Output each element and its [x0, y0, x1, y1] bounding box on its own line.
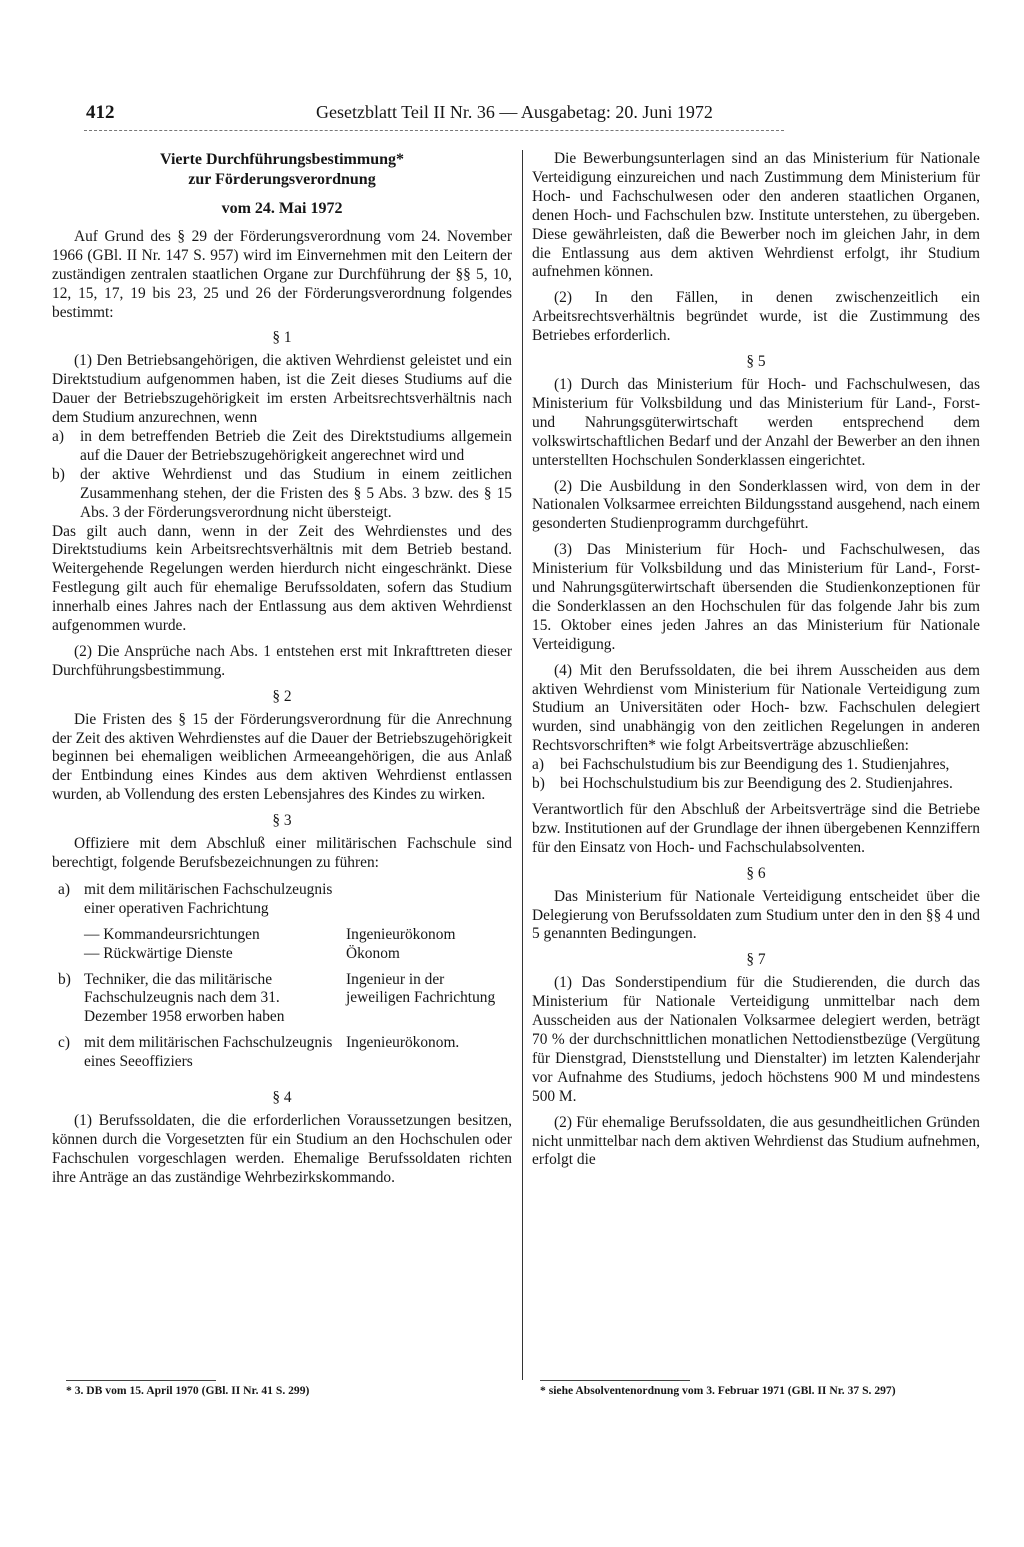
row-label: c): [58, 1034, 70, 1052]
document-date: vom 24. Mai 1972: [221, 200, 343, 217]
row-label: b): [58, 970, 71, 988]
section-4-para-2: (2) In den Fällen, in denen zwischenzeitlich ein Arbeitsrechtsverhältnis begründet wurde, ist die Zustimmung des Betriebes erforderlich.: [532, 289, 980, 345]
section-4-heading: § 4: [272, 1089, 292, 1107]
section-7-heading: § 7: [746, 951, 766, 969]
degree-row-a: [52, 881, 512, 926]
section-6-text: Das Ministerium für Nationale Verteidigung entscheidet über die Delegierung von Berufssoldaten zum Studium unter den in den §§ 4 und 5 genannten Bedingungen.: [532, 887, 980, 943]
row-title: [346, 881, 512, 926]
item-label: b): [532, 775, 545, 793]
row-title: Ingenieurökonom: [346, 925, 456, 943]
document-title: Vierte Durchführungsbestimmung*: [159, 151, 404, 168]
header-divider: [84, 130, 784, 131]
item-text: bei Hochschulstudium bis zur Beendigung des 2. Studienjahres.: [560, 775, 953, 793]
section-5-para-4-closing: Verantwortlich für den Abschluß der Arbeitsverträge sind die Betriebe bzw. Institutionen auf der Grundlage der ihnen übergebenen Kennziffern für den Einsatz von Hoch- und Fachschulabsolventen.: [532, 801, 980, 856]
section-5-para-1: (1) Durch das Ministerium für Hoch- und Fachschulwesen, das Ministerium für Volksbildung und das Ministerium für Land-, Forst- und Nahrungsgüterwirtschaft werden entsprechend dem volkswirtschaftlichen Bedarf und der Anzahl der Bewerber an den ihnen unterstellten Hochschulen Sonderklassen eingerichtet.: [532, 375, 980, 469]
section-2-heading: § 2: [272, 687, 292, 705]
degree-row-a-sub-2: [52, 945, 512, 971]
left-column: [52, 150, 512, 1188]
degree-table: [52, 881, 512, 1079]
row-label: a): [58, 880, 70, 898]
section-3-intro: Offiziere mit dem Abschluß einer militärischen Fachschule sind berechtigt, folgende Berufsbezeichnungen zu führen:: [52, 835, 512, 871]
item-text: der aktive Wehrdienst und das Studium in einem zeitlichen Zusammenhang stehen, der die Fristen des § 5 Abs. 3 bzw. des § 15 Abs. 3 der Förderungsverordnung nicht übersteigt.: [80, 465, 512, 521]
section-5-para-3: (3) Das Ministerium für Hoch- und Fachschulwesen, das Ministerium für Volksbildung und das Ministerium für Land-, Forst- und Nahrungsgüterwirtschaft übersenden die Studienkonzeptionen für die Sonderklassen an den Hochschulen für das folgende Jahr bis zum 15. Oktober eines jeden Jahres an das Ministerium für Nationale Verteidigung.: [532, 541, 980, 653]
column-divider: [522, 150, 523, 1380]
section-1-item-a: [52, 428, 512, 466]
section-7-para-1: (1) Das Sonderstipendium für die Studierenden, die durch das Ministerium für Nationale Verteidigung unmittelbar nach dem Ausscheiden aus der Nationalen Volksarmee delegiert werden, beträgt 70 % der durchschnittlichen monatlichen Nettodienstbezüge (Vergütung für Dienstgrad, Dienststellung und Dienstalter) im letzten Kalenderjahr vor Aufnahme des Studiums, jedoch höchstens 900 M und mindestens 500 M.: [532, 974, 980, 1105]
degree-row-b: [52, 971, 512, 1035]
section-5-item-a: [532, 756, 980, 775]
section-1-para-1-closing: Das gilt auch dann, wenn in der Zeit des Wehrdienstes und des Direktstudiums kein Arbeitsrechtsverhältnis mit dem Betrieb bestand. Weitergehende Regelungen werden hierdurch nicht eingeschränkt. Diese Festlegung gilt auch für ehemalige Berufssoldaten, sofern das Studium innerhalb eines Jahres nach der Entlassung aus dem aktiven Wehrdienst aufgenommen wurde.: [52, 522, 512, 635]
row-title: Ingenieur in der jeweiligen Fachrichtung: [346, 970, 496, 1007]
degree-row-c: [52, 1034, 512, 1079]
section-7-para-2: (2) Für ehemalige Berufssoldaten, die aus gesundheitlichen Gründen nicht unmittelbar nach dem aktiven Wehrdienst das Studium aufnehmen, erfolgt die: [532, 1113, 980, 1169]
section-5-heading: § 5: [746, 353, 766, 371]
row-description: Techniker, die das militärische Fachschulzeugnis nach dem 31. Dezember 1958 erworben haben: [84, 970, 285, 1026]
row-description: — Rückwärtige Dienste: [84, 944, 233, 962]
document-subtitle: zur Förderungsverordnung: [188, 171, 376, 188]
footnote-rule-left: [66, 1380, 216, 1381]
row-title: Ökonom: [346, 944, 400, 962]
section-5-para-2: (2) Die Ausbildung in den Sonderklassen wird, von dem in der Nationalen Volksarmee erreichten Bildungsstand ausgehend, nach einem gesonderten Studienprogramm durchgeführt.: [532, 477, 980, 533]
section-5-para-4: (4) Mit den Berufssoldaten, die bei ihrem Ausscheiden aus dem aktiven Wehrdienst vom Ministerium für Nationale Verteidigung zum Studium an Universitäten oder Hoch- bzw. Fachschulen delegiert wurden, sind unabhängig von den zeitlichen Regelungen in anderen Rechtsvorschriften* wie folgt Arbeitsverträge abzuschließen:: [532, 661, 980, 755]
page-header: [84, 100, 784, 130]
item-label: a): [52, 427, 64, 445]
section-4-para-1-continued: Die Bewerbungsunterlagen sind an das Ministerium für Nationale Verteidigung einzureichen und nach Zustimmung dem Ministerium für Hoch- und Fachschulwesen oder den anderen staatlichen Organen, denen Hoch- und Fachschulen bzw. Institute unterstehen, zu übergeben. Diese gewährleisten, daß die Bewerber noch im gleichen Jahr, in dem die Entlassung aus dem aktiven Wehrdienst erfolgt, ihr Studium aufnehmen können.: [532, 150, 980, 281]
section-3-heading: § 3: [272, 812, 292, 830]
row-description: mit dem militärischen Fachschulzeugnis einer operativen Fachrichtung: [84, 880, 333, 917]
row-description: mit dem militärischen Fachschulzeugnis eines Seeoffiziers: [84, 1034, 333, 1071]
section-6-heading: § 6: [746, 864, 766, 882]
footnote-right: * siehe Absolventenordnung vom 3. Februar 1971 (GBl. II Nr. 37 S. 297): [540, 1384, 896, 1397]
preamble: Auf Grund des § 29 der Förderungsverordnung vom 24. November 1966 (GBl. II Nr. 147 S. 957) wird im Einvernehmen mit den Leitern der zuständigen zentralen staatlichen Organe zur Durchführung der §§ 5, 10, 12, 15, 17, 19 bis 23, 25 und 26 der Förderungsverordnung folgendes bestimmt:: [52, 227, 512, 321]
section-2-text: Die Fristen des § 15 der Förderungsverordnung für die Anrechnung der Zeit des aktiven Wehrdienstes auf die Dauer der Betriebszugehörigkeit beginnen bei ehemaligen weiblichen Armeeangehörigen, die aus Anlaß der Entbindung eines Kindes aus dem aktiven Wehrdienst entlassen wurden, ab Vollendung des ersten Lebensjahres des Kindes zu wirken.: [52, 710, 512, 804]
footnote-left: * 3. DB vom 15. April 1970 (GBl. II Nr. 41 S. 299): [66, 1384, 310, 1397]
section-1-para-1: (1) Den Betriebsangehörigen, die aktiven Wehrdienst geleistet und ein Direktstudium aufgenommen haben, ist die Zeit dieses Studiums auf die Dauer der Betriebszugehörigkeit im ersten Arbeitsrechtsverhältnis nach dem Studium anzurechnen, wenn: [52, 352, 512, 427]
right-column: [532, 150, 980, 1170]
degree-row-a-sub-1: [52, 926, 512, 945]
row-description: — Kommandeursrichtungen: [84, 925, 260, 943]
section-5-item-b: [532, 775, 980, 794]
item-text: in dem betreffenden Betrieb die Zeit des Direktstudiums allgemein auf die Dauer der Betriebszugehörigkeit angerechnet wird und: [80, 427, 512, 464]
item-label: b): [52, 465, 65, 483]
row-title: Ingenieurökonom.: [346, 1034, 460, 1052]
header-title: Gesetzblatt Teil II Nr. 36 — Ausgabetag: 20. Juni 1972: [316, 102, 713, 122]
page-number: 412: [86, 102, 115, 123]
section-4-para-1: (1) Berufssoldaten, die die erforderlichen Voraussetzungen besitzen, können durch die Vorgesetzten für ein Studium an den Hochschulen oder Fachschulen vorgeschlagen werden. Ehemalige Berufssoldaten richten ihre Anträge an das zuständige Wehrbezirkskommando.: [52, 1111, 512, 1186]
footnote-rule-right: [540, 1380, 690, 1381]
item-label: a): [532, 756, 544, 774]
section-1-item-b: [52, 466, 512, 523]
section-1-heading: § 1: [272, 329, 292, 347]
item-text: bei Fachschulstudium bis zur Beendigung des 1. Studienjahres,: [560, 756, 950, 774]
section-1-para-2: (2) Die Ansprüche nach Abs. 1 entstehen erst mit Inkrafttreten dieser Durchführungsbestimmung.: [52, 642, 512, 679]
